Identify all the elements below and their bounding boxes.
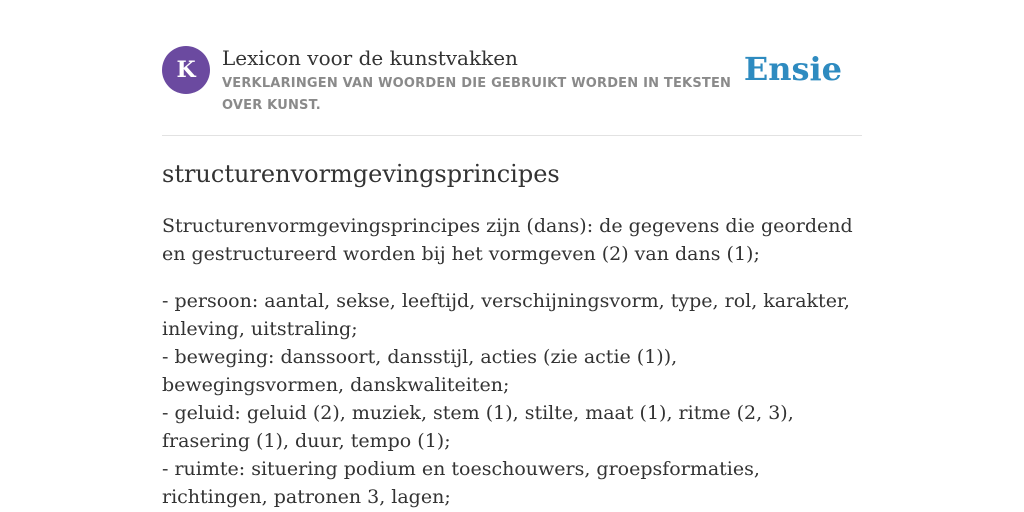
entry-card [162,0,862,512]
lexicon-titles [222,46,762,117]
entry-content [162,158,862,511]
entry-term: structurenvormgevingsprincipes [162,160,560,188]
list-item-ruimte: - ruimte: situering podium en toeschouwers, groepsformaties, richtingen, patronen 3, lagen; [162,458,760,508]
ensie-logo[interactable]: Ensie [743,50,842,88]
entry-list [162,287,862,511]
list-item-geluid: - geluid: geluid (2), muziek, stem (1), stilte, maat (1), ritme (2, 3), frasering (1), duur, tempo (1); [162,402,794,452]
lexicon-subtitle: VERKLARINGEN VAN WOORDEN DIE GEBRUIKT WORDEN IN TEKSTEN OVER KUNST. [222,76,732,113]
lexicon-avatar[interactable]: K [162,46,210,94]
list-item-persoon: - persoon: aantal, sekse, leeftijd, verschijningsvorm, type, rol, karakter, inleving, uitstraling; [162,290,850,340]
entry-definition: Structurenvormgevingsprincipes zijn (dans): de gegevens die geordend en gestructureerd worden bij het vormgeven (2) van dans (1); [162,215,853,265]
list-item-beweging: - beweging: danssoort, dansstijl, acties (zie actie (1)), bewegingsvormen, danskwaliteiten; [162,346,678,396]
header-divider [162,135,862,136]
lexicon-header [162,46,862,116]
lexicon-title[interactable]: Lexicon voor de kunstvakken [222,46,518,70]
